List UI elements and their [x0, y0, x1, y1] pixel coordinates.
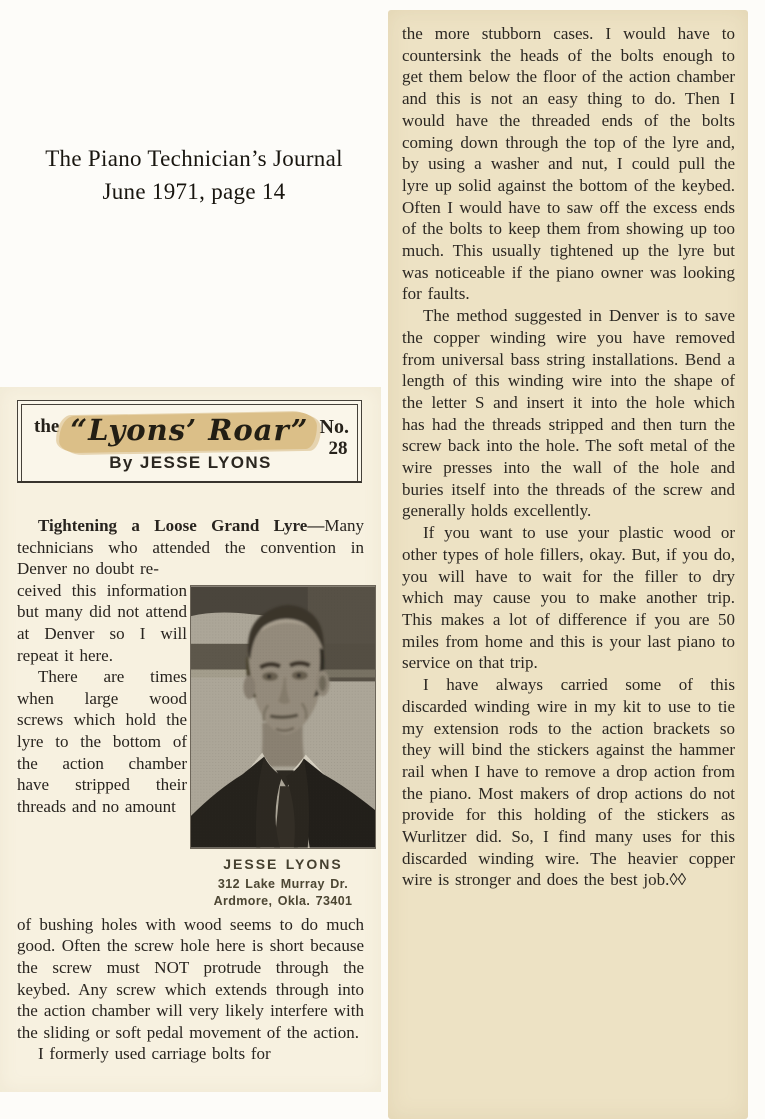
journal-caption-line2: June 1971, page 14: [102, 179, 286, 204]
article-body: [17, 515, 364, 1065]
article-lead-paragraph: [17, 515, 364, 580]
right-column-paragraph: The method suggested in Denver is to save the copper winding wire you have removed from universal bass string installations. Bend a length of this winding wire into the shape of the letter S and insert it into the hole which has had the threads stripped and then turn the screw back into the hole. The soft metal of the wire presses into the wall of the hole and buries itself into the threads of the screw and generally holds excellently.: [402, 306, 735, 521]
photo-caption: [189, 854, 377, 910]
article-paragraph: There are times when large wood screws which hold the lyre to the bottom of the action chamber have stripped their threads and no amount: [17, 667, 187, 816]
masthead-title: “Lyons’ Roar”: [70, 413, 309, 447]
portrait-photo: [190, 585, 376, 849]
article-paragraph: I formerly used carriage bolts for: [38, 1044, 271, 1064]
masthead-number: [319, 416, 349, 459]
photo-caption-name: JESSE LYONS: [223, 856, 343, 872]
right-column-paragraph: If you want to use your plastic wood or other types of hole fillers, okay. But, if you do, you will have to wait for the filler to dry which may cause you to make another trip. This makes a lot of difference if you are 50 miles from home and this is your last piano to service on that trip.: [402, 523, 735, 673]
masthead-title-wrap: [63, 413, 315, 447]
portrait-photo-block: [189, 585, 377, 910]
masthead-number-value: 28: [328, 438, 348, 459]
article-paragraph: ceived this information but many did not attend at Denver so I will repeat it here.: [17, 580, 187, 665]
masthead-prefix: the: [34, 416, 60, 437]
article-paragraph: of bushing holes with wood seems to do much good. Often the screw hole here is short because the screw must NOT protrude through the keybed. Any screw which extends through into the action chamber will very likely interfere with the sliding or soft pedal movement of the action.: [17, 914, 364, 1042]
masthead-byline: By JESSE LYONS: [109, 453, 272, 472]
right-column-paragraph: I have always carried some of this discarded winding wire in my kit to use to tie my extension rods to the action brackets so they will bind the stickers against the hammer rail when I have to remove a drop action from the piano. Most makers of drop actions do not provide for this holding of the stickers as Wurlitzer did. So, I find many uses for this discarded winding wire. The heavier copper wire is stronger and does the best job.◊◊: [402, 675, 735, 890]
journal-caption: [6, 142, 382, 208]
right-column-paragraph: the more stubborn cases. I would have to countersink the heads of the bolts enough to get them below the floor of the action chamber and this is not an easy thing to do. Then I would have the threaded ends of the bolts coming down through the top of the lyre and, by using a washer and nut, I could pull the lyre up solid against the bottom of the keybed. Often I would have to saw off the excess ends of the bolts to keep them from showing up too much. This usually tightened up the lyre but was noticeable if the piano owner was looking for faults.: [402, 24, 735, 304]
right-column-text: [388, 10, 748, 891]
photo-caption-address2: Ardmore, Okla. 73401: [213, 893, 353, 908]
photo-caption-address1: 312 Lake Murray Dr.: [217, 876, 349, 891]
article-lead-text: Many technicians who attended the convention in Denver no doubt re-: [17, 516, 364, 579]
journal-caption-line1: The Piano Technician’s Journal: [45, 146, 343, 171]
article-wrap-region: [17, 580, 187, 914]
masthead-box: [17, 400, 362, 483]
left-column-sheet: [0, 387, 381, 1092]
article-lead-heading: Tightening a Loose Grand Lyre—: [38, 516, 325, 535]
masthead-number-label: No.: [319, 416, 349, 438]
right-column-sheet: [388, 10, 748, 1119]
